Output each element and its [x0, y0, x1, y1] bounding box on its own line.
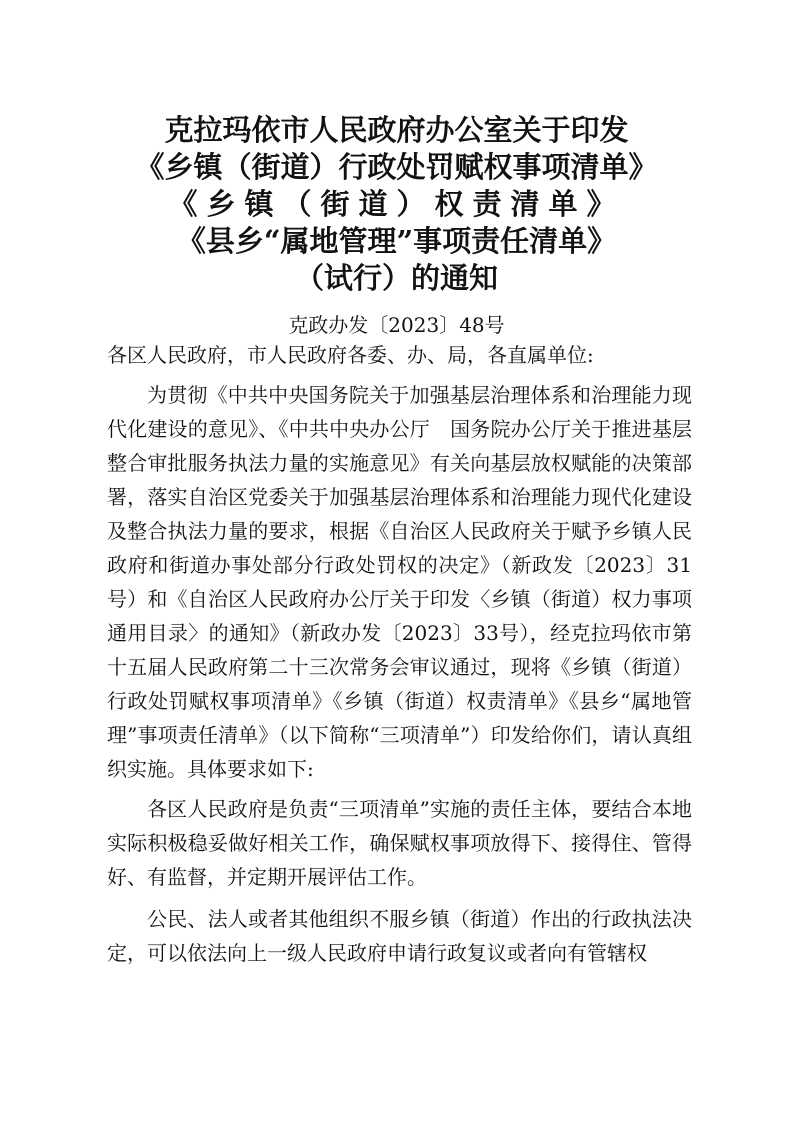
document-number: 克政办发〔2023〕48号 — [288, 313, 505, 337]
body-paragraph: 公民、法人或者其他组织不服乡镇（街道）作出的行政执法决定，可以依法向上一级人民政府申请行政复议或者向有管辖权 — [107, 907, 692, 965]
title-line: 《乡镇（街道）权责清单》 — [168, 187, 625, 221]
title-line: （试行）的通知 — [294, 261, 498, 295]
title-line: 《县乡“属地管理”事项责任清单》 — [176, 224, 617, 258]
body-paragraph: 各区人民政府是负责“三项清单”实施的责任主体，要结合本地实际积极稳妥做好相关工作，确保赋权事项放得下、接得住、管得好、有监督，并定期开展评估工作。 — [107, 797, 692, 889]
salutation: 各区人民政府，市人民政府各委、办、局，各直属单位: — [107, 343, 594, 367]
document-title — [100, 112, 693, 297]
title-line: 《乡镇（街道）行政处罚赋权事项清单》 — [135, 150, 658, 184]
body-paragraph: 为贯彻《中共中央国务院关于加强基层治理体系和治理能力现代化建设的意见》、《中共中央办公厅 国务院办公厅关于推进基层整合审批服务执法力量的实施意见》有关向基层放权赋能的决策部署，落实自治区党委关于加强基层治理体系和治理能力现代化建设及整合执法力量的要求，根据《自治区人民政府关于赋予乡镇人民政府和街道办事处部分行政处罚权的决定》（新政发〔2023〕31号）和《自治区人民政府办公厅关于印发〈乡镇（街道）权力事项通用目录〉的通知》（新政办发〔2023〕33号），经克拉玛依市第十五届人民政府第二十三次常务会审议通过，现将《乡镇（街道）行政处罚赋权事项清单》《乡镇（街道）权责清单》《县乡“属地管理”事项责任清单》（以下简称“三项清单”）印发给你们，请认真组织实施。具体要求如下: — [107, 383, 692, 781]
document-body — [107, 338, 692, 970]
title-line: 克拉玛依市人民政府办公室关于印发 — [164, 113, 629, 147]
